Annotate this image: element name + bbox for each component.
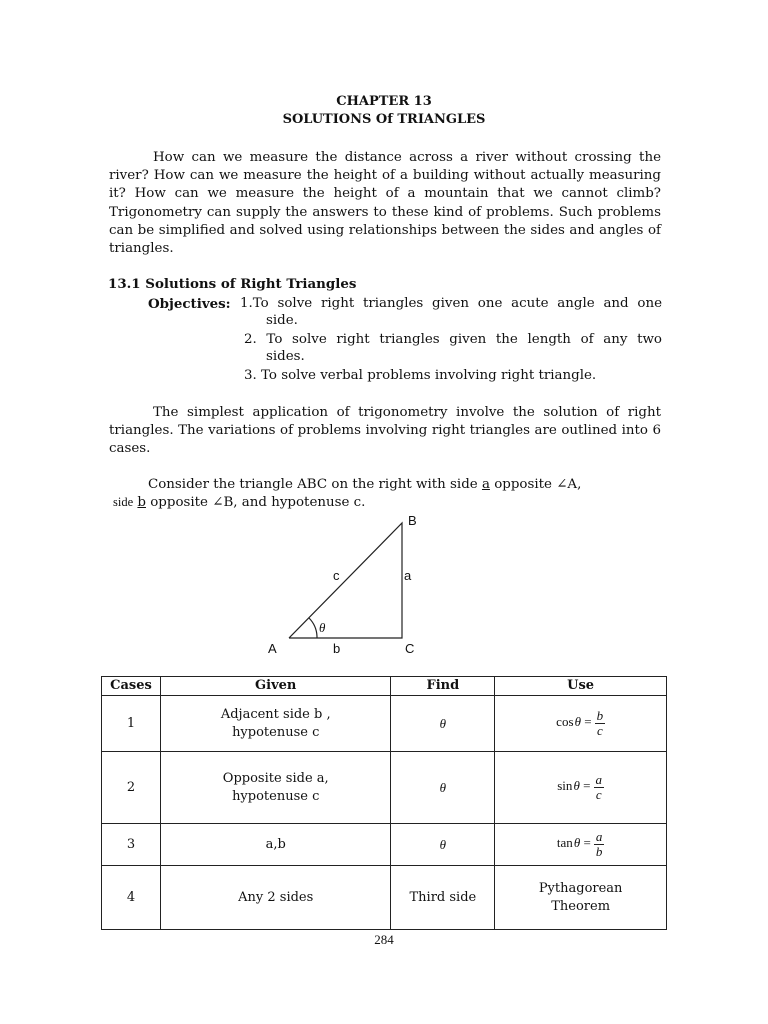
- table-row: [102, 824, 667, 866]
- tan-formula: tan θ = $\frac{a}{b}$: [556, 829, 603, 859]
- case-number: 2: [102, 752, 161, 824]
- angle-theta-label: θ: [319, 620, 326, 635]
- find-cell: θ: [391, 696, 495, 752]
- objective-1-cont: side.: [266, 313, 298, 328]
- use-cell: [495, 752, 667, 824]
- objective-1: 1.To solve right triangles given one acute angle and one: [240, 296, 662, 311]
- section-title: 13.1 Solutions of Right Triangles: [108, 276, 357, 292]
- use-cell: Pythagorean Theorem: [495, 866, 667, 930]
- side-b-label: b: [333, 641, 341, 656]
- given-cell: Opposite side a, hypotenuse c: [160, 752, 391, 824]
- given-cell: a,b: [160, 824, 391, 866]
- given-cell: Any 2 sides: [160, 866, 391, 930]
- chapter-title: SOLUTIONS Of TRIANGLES: [282, 112, 486, 127]
- use-cell: [495, 824, 667, 866]
- cos-formula: cos θ = $\frac{b}{c}$: [556, 708, 604, 738]
- find-cell: Third side: [391, 866, 495, 930]
- sin-formula: sin θ = $\frac{a}{c}$: [557, 772, 602, 802]
- find-cell: θ: [391, 824, 495, 866]
- cases-table: [101, 676, 667, 930]
- vertex-a-label: A: [268, 641, 277, 656]
- table-row: [102, 752, 667, 824]
- objective-2: 2. To solve right triangles given the length of any two: [244, 332, 662, 347]
- given-cell: Adjacent side b , hypotenuse c: [160, 696, 391, 752]
- side-c-label: c: [333, 568, 340, 583]
- side-a-label: a: [404, 568, 412, 583]
- header-cases: Cases: [102, 677, 161, 696]
- table-header-row: [102, 677, 667, 696]
- triangle-outline: [289, 523, 402, 638]
- objective-2-cont: sides.: [266, 349, 305, 364]
- vertex-c-label: C: [405, 641, 415, 656]
- intro-paragraph: How can we measure the distance across a river without crossing the river? How can we measure the height of a building without actually measuring it? How can we measure the height of a mountain that we cannot climb? Trigonometry can supply the answers to these kind of problems. Such problems can be simplified and solved using relationships between the sides and angles of triangles.: [109, 150, 661, 257]
- case-number: 4: [102, 866, 161, 930]
- header-given: Given: [160, 677, 391, 696]
- chapter-heading: CHAPTER 13: [336, 94, 432, 109]
- use-cell: [495, 696, 667, 752]
- consider-line-1: Consider the triangle ABC on the right with side a opposite ∠A,: [148, 477, 582, 492]
- objectives-label: Objectives:: [148, 296, 231, 312]
- table-row: [102, 696, 667, 752]
- header-use: Use: [495, 677, 667, 696]
- find-cell: θ: [391, 752, 495, 824]
- header-find: Find: [391, 677, 495, 696]
- cases-paragraph: The simplest application of trigonometry involve the solution of right triangles. The variations of problems involving right triangles are outlined into 6 cases.: [109, 405, 661, 457]
- vertex-b-label: B: [408, 513, 417, 528]
- consider-line-2: side b opposite ∠B, and hypotenuse c.: [113, 495, 366, 510]
- page-number: 284: [374, 932, 394, 947]
- case-number: 3: [102, 824, 161, 866]
- objective-3: 3. To solve verbal problems involving right triangle.: [244, 368, 597, 383]
- case-number: 1: [102, 696, 161, 752]
- angle-arc: [309, 618, 317, 638]
- right-triangle-diagram: [260, 508, 430, 660]
- table-row: [102, 866, 667, 930]
